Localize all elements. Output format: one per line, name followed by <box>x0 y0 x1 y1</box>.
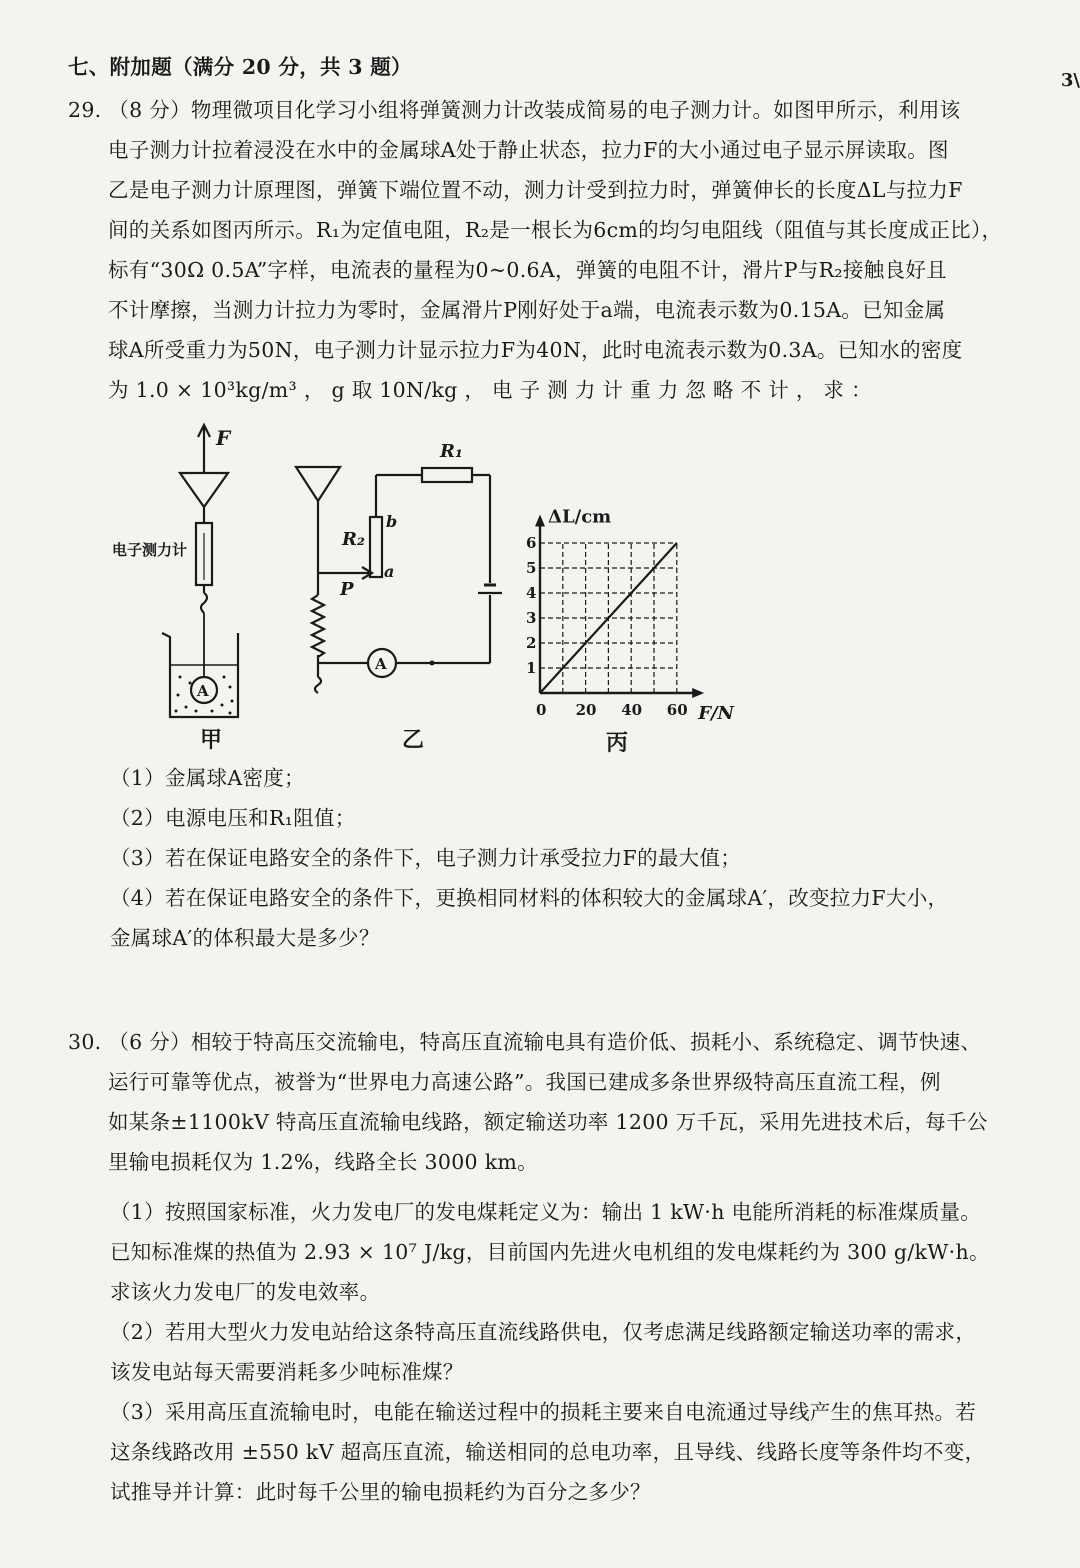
q30-line-2: 运行可靠等优点，被誉为“世界电力高速公路”。我国已建成多条世界级特高压直流工程，例 <box>108 1070 941 1094</box>
q30-sub-2: （2）若用大型火力发电站给这条特高压直流线路供电，仅考虑满足线路额定输送功率的需求， <box>110 1320 977 1344</box>
q29-line-5: 标有“30Ω 0.5A”字样，电流表的量程为0~0.6A，弹簧的电阻不计，滑片P与R₂接触良好且 <box>108 258 947 282</box>
yi-r2-label: R₂ <box>342 529 365 550</box>
y-tick-label-6: 6 <box>526 534 537 552</box>
jia-funnel <box>180 473 228 507</box>
q29-line-8: 为 1.0 × 10³kg/m³ ， g 取 10N/kg ， 电 子 测 力 计 重 力 忽 略 不 计 ， 求 ： <box>108 378 872 402</box>
y-tick-label-2: 2 <box>526 634 537 652</box>
q29-sub-3: （3）若在保证电路安全的条件下，电子测力计承受拉力F的最大值； <box>110 846 742 870</box>
q29-line-2: 电子测力计拉着浸没在水中的金属球A处于静止状态，拉力F的大小通过电子显示屏读取。图 <box>108 138 949 162</box>
q30-sub-1-cont-1: 已知标准煤的热值为 2.93 × 10⁷ J/kg，目前国内先进火电机组的发电煤耗约为 300 g/kW·h。 <box>110 1240 990 1264</box>
page-corner-mark: 3\ <box>1060 70 1080 91</box>
q30-sub-1-cont-2: 求该火力发电厂的发电效率。 <box>110 1280 381 1304</box>
jia-beaker <box>162 633 238 717</box>
y-axis-arrow <box>535 515 545 527</box>
bing-chart <box>526 507 736 725</box>
q29-line-7: 球A所受重力为50N，电子测力计显示拉力F为40N，此时电流表示数为0.3A。已知水的密度 <box>108 338 963 362</box>
q29-sub-5: 金属球A′的体积最大是多少？ <box>110 926 380 950</box>
section-title: 七、附加题（满分 20 分，共 3 题） <box>68 55 412 79</box>
yi-caption: 乙 <box>402 727 425 753</box>
yi-spring-base <box>315 677 321 693</box>
q29-sub-1: （1）金属球A密度； <box>110 766 305 790</box>
yi-r1-resistor <box>422 468 472 482</box>
jia-device-label: 电子测力计 <box>112 541 188 559</box>
yi-r2-resistor <box>370 517 382 577</box>
x-tick-label-0: 0 <box>536 701 547 719</box>
q29-sub-4: （4）若在保证电路安全的条件下，更换相同材料的体积较大的金属球A′，改变拉力F大小， <box>110 886 949 910</box>
jia-force-label: F <box>216 426 231 450</box>
q29-line-4: 间的关系如图丙所示。R₁为定值电阻，R₂是一根长为6cm的均匀电阻线（阻值与其长度成正比）， <box>108 218 1003 242</box>
yi-ammeter-label: A <box>375 655 387 673</box>
q29-line-3: 乙是电子测力计原理图，弹簧下端位置不动，测力计受到拉力时，弹簧伸长的长度ΔL与拉力F <box>108 178 963 202</box>
jia-ball-label: A <box>197 682 209 700</box>
y-tick-label-3: 3 <box>526 609 537 627</box>
q29-sub-2: （2）电源电压和R₁阻值； <box>110 806 356 830</box>
q30-sub-2-cont: 该发电站每天需要消耗多少吨标准煤？ <box>110 1360 464 1384</box>
q30-line-4: 里输电损耗仅为 1.2%，线路全长 3000 km。 <box>108 1150 538 1174</box>
y-tick-label-1: 1 <box>526 659 537 677</box>
y-tick-label-4: 4 <box>526 584 537 602</box>
jia-hook <box>201 593 207 613</box>
q29-line-6: 不计摩擦，当测力计拉力为零时，金属滑片P刚好处于a端，电流表示数为0.15A。已知金属 <box>108 298 946 322</box>
x-axis-label: F/N <box>698 703 735 724</box>
x-tick-label-40: 40 <box>621 701 643 719</box>
y-axis-label: ΔL/cm <box>548 506 612 528</box>
yi-spring <box>312 595 324 657</box>
q30-line-1: 30. （6 分）相较于特高压交流输电，特高压直流输电具有造价低、损耗小、系统稳定、调节快速、 <box>68 1030 982 1054</box>
x-tick-label-20: 20 <box>575 701 597 719</box>
bing-caption: 丙 <box>606 730 629 756</box>
jia-caption: 甲 <box>200 727 223 753</box>
yi-a-label: a <box>384 562 395 581</box>
x-axis-arrow <box>692 688 704 698</box>
yi-p-label: P <box>340 579 354 600</box>
q30-sub-1: （1）按照国家标准，火力发电厂的发电煤耗定义为：输出 1 kW·h 电能所消耗的标准煤质量。 <box>110 1200 982 1224</box>
x-tick-label-60: 60 <box>666 701 688 719</box>
q29-figures <box>100 415 760 760</box>
yi-b-label: b <box>386 512 398 531</box>
q30-sub-3-cont-2: 试推导并计算：此时每千公里的输电损耗约为百分之多少？ <box>110 1480 651 1504</box>
y-tick-label-5: 5 <box>526 559 537 577</box>
q30-sub-3-cont-1: 这条线路改用 ±550 kV 超高压直流，输送相同的总电功率，且导线、线路长度等条件均不变， <box>110 1440 986 1464</box>
q30-sub-3: （3）采用高压直流输电时，电能在输送过程中的损耗主要来自电流通过导线产生的焦耳热。若 <box>110 1400 977 1424</box>
q29-line-1: 29. （8 分）物理微项目化学习小组将弹簧测力计改装成简易的电子测力计。如图甲所示，利用该 <box>68 98 961 122</box>
yi-r1-label: R₁ <box>440 441 463 462</box>
yi-funnel <box>296 467 340 501</box>
q30-line-3: 如某条±1100kV 特高压直流输电线路，额定输送功率 1200 万千瓦，采用先进技术后，每千公 <box>108 1110 988 1134</box>
